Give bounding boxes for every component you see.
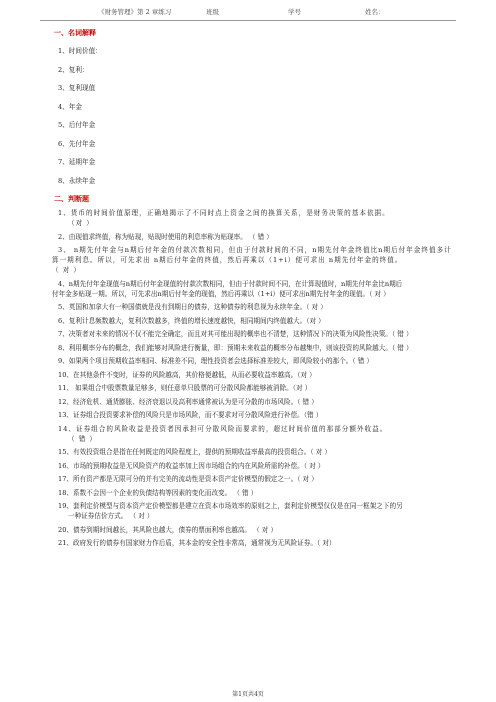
header-id-label: 学号	[288, 8, 301, 16]
header-name-label: 姓名：	[365, 8, 385, 16]
question-line: （ 错 ）	[68, 434, 97, 443]
page-footer: 第1页共4页	[232, 691, 264, 698]
question-item	[54, 316, 468, 326]
section-heading-true-false: 二、判断题	[54, 194, 89, 203]
question-item	[54, 329, 468, 339]
question-item	[54, 208, 468, 228]
question-line: 6、复利计息频数越大，复利次数越多，终值的增长速度越快，相同期间内终值越大。（对 ）	[58, 316, 325, 325]
question-line: 21、政府发行的债券有国家财力作后盾，其本金的安全性非常高，通常视为无风险证券。（ 对）	[58, 539, 336, 547]
question-item	[54, 474, 468, 484]
question-line: 5、英国和加拿大有一种国债就是没有到期日的债券，这种债券的利息视为永续年金。（ 对 ）	[58, 303, 327, 311]
question-line: 3、 n期先付年金与n期后付年金的付款次数相同，但由于付款时间的不同，n期先付年金终值比n期后付年金终值多计	[58, 246, 452, 254]
page-header	[40, 6, 456, 21]
question-item	[54, 424, 468, 444]
question-line: 14、证券组合的风险收益是投资者因承担可分散风险而要求的，超过时间价值的那部分额外收益。	[58, 424, 388, 433]
question-item	[54, 245, 468, 275]
question-line: 一种证券估价方式。 （ 对 ）	[68, 512, 154, 520]
definition-item: 4、年金	[58, 102, 82, 111]
question-line: 2、由现值求终值，称为贴现，贴现时使用的利息率称为贴现率。 （ 错 ）	[58, 232, 273, 241]
question-line: 9、如果两个项目预期收益率相同、标准差不同，理性投资者会选择标准差较大，即风险较小的那个。（ 错 ）	[58, 357, 373, 365]
document-body	[54, 24, 468, 552]
question-item	[54, 461, 468, 471]
question-item	[54, 343, 468, 353]
question-line: 20、债券到期时间越长，其风险也越大，债券的票面利率也越高。 （ 对 ）	[58, 525, 278, 534]
true-false-list	[54, 208, 468, 548]
question-item	[54, 279, 468, 299]
question-line: 16、市场的预期收益是无风险资产的收益率加上因市场组合的内在风险所需的补偿。（ 对 ）	[58, 461, 325, 470]
question-line: 17、所有资产都是无限可分的并有完美的流动性是资本资产定价模型的假定之一。（ 对 ）	[58, 475, 318, 483]
question-item	[54, 538, 468, 548]
question-line: 1、货币的时间价值原理，正确地揭示了不同时点上资金之间的换算关系，是财务决策的基本依据。	[58, 209, 390, 217]
question-line: 7、决策者对未来的情况不仅不能完全确定，而且对其可能出现的概率也不清楚，这种情况下的决策为风险性决策。（ 错 ）	[58, 330, 413, 338]
question-line: 19、套利定价模型与资本资产定价模型都是建立在资本市场效率的原则之上，套利定价模型仅仅是在同一框架之下的另	[58, 502, 403, 510]
definition-item: 8、永续年金	[58, 176, 96, 185]
definition-list	[54, 42, 468, 190]
question-line: 8、利用概率分布的概念，我们能够对风险进行衡量，即：预期未来收益的概率分布越集中，则该投资的风险越大。（ 错 ）	[58, 343, 413, 352]
question-line: 15、有效投资组合是指在任何既定的风险程度上，提供的预期收益率最高的投资组合。（ 对 ）	[58, 448, 332, 456]
question-line: 11、 如果组合中股票数量足够多，则任意单只股票的可分散风险都能够被消除。（对 ）	[58, 384, 312, 392]
question-item	[54, 356, 468, 366]
definition-item: 1、时间价值：	[58, 47, 102, 55]
definition-item: 5、后付年金	[58, 121, 96, 129]
question-line: 18、系数不会因一个企业的负债结构等因素的变化而改变。 （ 错 ）	[58, 488, 258, 497]
question-line: 10、在其他条件不变时，证券的风险越高，其价格便越低，从而必要收益率越高。（对 ）	[58, 370, 316, 379]
definition-item: 2、复利：	[58, 65, 89, 74]
definition-item: 7、延期年金	[58, 158, 96, 166]
definition-item: 6、先付年金	[58, 139, 96, 148]
question-line: 付年金多贴现一期。所以，可先求出n期后付年金的现值，然后再乘以（1+i）便可求出n期先付年金的现值。（ 对 ）	[52, 289, 390, 298]
question-item	[54, 447, 468, 457]
question-item	[54, 525, 468, 535]
header-title: 《财务管理》第 2 章练习	[98, 8, 172, 16]
question-item	[54, 370, 468, 380]
question-item	[54, 383, 468, 393]
question-line: 13、证券组合投资要求补偿的风险只是市场风险，而不要求对可分散风险进行补偿。（错 ）	[58, 411, 323, 419]
question-item	[54, 302, 468, 312]
section-heading-definitions: 一、名词解释	[54, 28, 96, 37]
definition-item: 3、复利现值	[58, 84, 96, 92]
question-item	[54, 410, 468, 420]
header-class-label: 班级	[206, 8, 219, 16]
question-line: （对 ）	[68, 219, 94, 227]
question-item	[54, 397, 468, 407]
question-line: （ 对 ）	[52, 266, 81, 274]
question-item	[54, 232, 468, 242]
question-item	[54, 488, 468, 498]
question-line: 算一期利息。所以，可先求出 n期后付年金的终值，然后再乘以（1+i）便可求出 n期先付年金的终值。	[52, 256, 403, 264]
question-line: 4、n期先付年金现值与n期后付年金现值的付款次数相同，但由于付款时间不同，在计算现值时，n期先付年金比n期后	[58, 279, 403, 288]
question-line: 12、经济危机、通货膨胀、经济衰退以及高利率通常被认为是可分散的市场风险。（ 错 ）	[58, 397, 318, 406]
question-item	[54, 501, 468, 521]
